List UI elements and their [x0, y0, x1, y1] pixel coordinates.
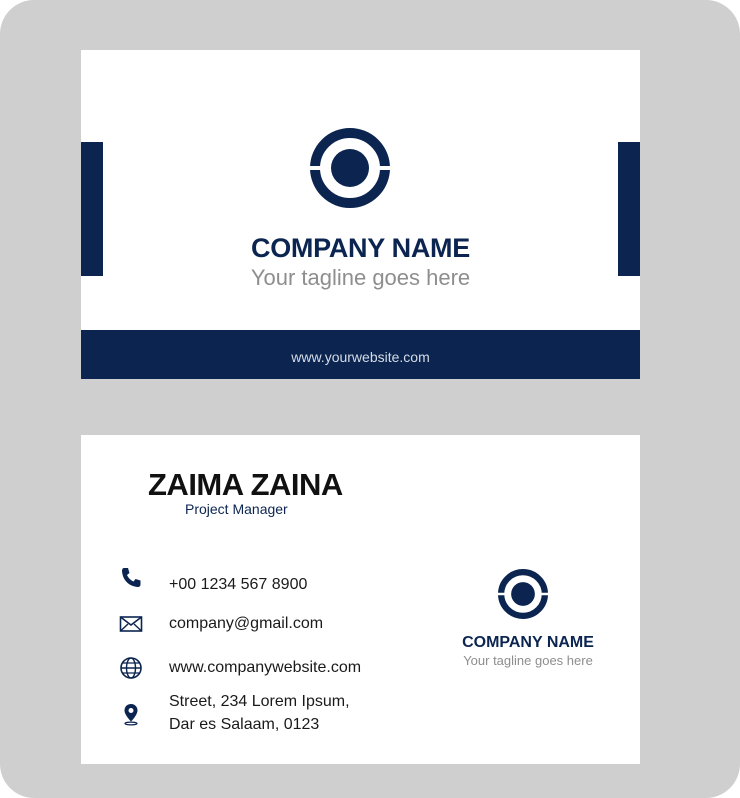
company-name: COMPANY NAME: [462, 634, 594, 651]
address-line-1: Street, 234 Lorem Ipsum,: [169, 693, 350, 710]
website-footer-band: [81, 330, 640, 379]
company-name: COMPANY NAME: [251, 233, 470, 263]
company-tagline: Your tagline goes here: [463, 653, 593, 668]
business-card-front: [81, 50, 640, 379]
mail-icon: [119, 612, 143, 636]
circle-logo-icon: [310, 128, 390, 208]
email-address: company@gmail.com: [169, 615, 324, 632]
globe-icon: [119, 656, 143, 680]
business-card-back: [81, 435, 640, 764]
address-line-2: Dar es Salaam, 0123: [169, 716, 320, 733]
circle-logo-icon: [498, 569, 548, 619]
website-text: www.yourwebsite.com: [291, 349, 430, 365]
phone-icon: [119, 566, 143, 590]
location-pin-icon: [119, 702, 143, 726]
person-name: ZAIMA ZAINA: [148, 467, 343, 502]
phone-number: +00 1234 567 8900: [169, 576, 308, 593]
person-job-title: Project Manager: [185, 501, 288, 517]
company-tagline: Your tagline goes here: [250, 265, 471, 290]
company-website: www.companywebsite.com: [169, 659, 362, 676]
